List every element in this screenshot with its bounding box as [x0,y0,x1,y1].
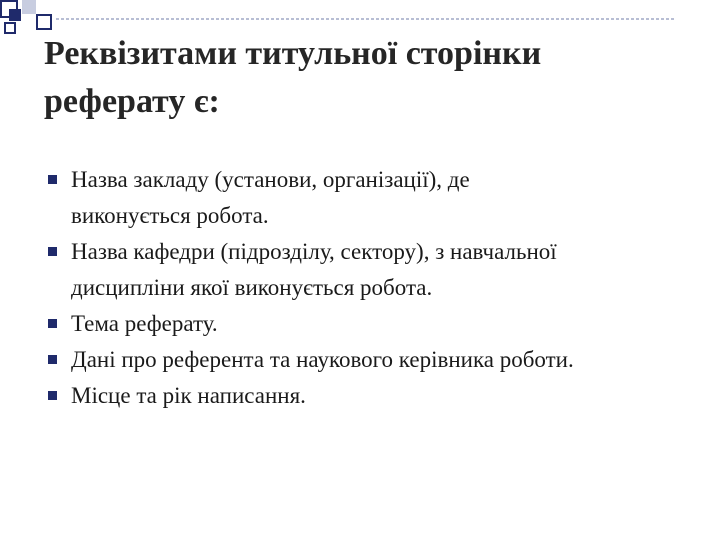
slide-title-line: Реквізитами титульної сторінки [44,35,542,72]
list-item-text: дисципліни якої виконується робота. [71,275,433,300]
list-item [44,162,704,234]
list-item-text: Назва закладу (установи, організації), де [71,167,470,192]
square-bullet-icon [48,175,57,184]
square-bullet-icon [48,391,57,400]
list-item [44,306,704,342]
decor-square-outline [4,22,16,34]
square-bullet-icon [48,319,57,328]
slide-title-line: реферату є: [44,83,220,120]
slide-title [44,30,684,126]
list-item-text: виконується робота. [71,203,269,228]
list-item-text: Дані про референта та наукового керівника роботи. [71,347,574,372]
list-item-text: Тема реферату. [71,311,218,336]
square-bullet-icon [48,247,57,256]
list-item-text: Місце та рік написання. [71,383,306,408]
list-item [44,342,704,378]
list-item [44,378,704,414]
list-item-text: Назва кафедри (підрозділу, сектору), з навчальної [71,239,557,264]
decor-square-outline [36,14,52,30]
decor-square-filled [9,9,21,21]
list-item [44,234,704,306]
top-dotted-rule [56,18,676,20]
decor-square-light [22,0,36,14]
bullet-list [44,162,704,414]
square-bullet-icon [48,355,57,364]
